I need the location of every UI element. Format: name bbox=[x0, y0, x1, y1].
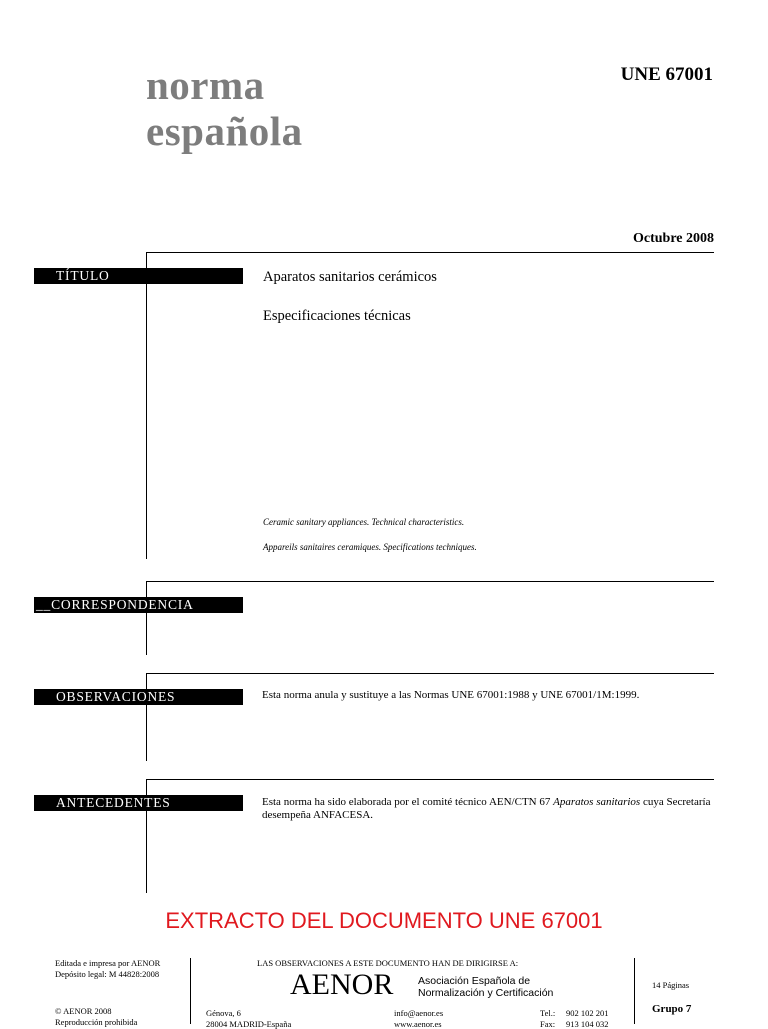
footer-edited-by: Editada e impresa por AENOR bbox=[55, 958, 161, 968]
footer-address-2: 28004 MADRID-España bbox=[206, 1019, 292, 1029]
titulo-rule bbox=[146, 252, 714, 253]
footer-reproduction: Reproducción prohibida bbox=[55, 1017, 138, 1027]
document-extract-watermark: EXTRACTO DEL DOCUMENTO UNE 67001 bbox=[165, 908, 603, 933]
norma-line-2: española bbox=[146, 108, 303, 154]
footer-legal-deposit: Depósito legal: M 44828:2008 bbox=[55, 969, 160, 979]
norma-espanola-title bbox=[146, 62, 303, 154]
subtitle-spanish: Especificaciones técnicas bbox=[263, 308, 411, 324]
titulo-label: TÍTULO bbox=[34, 268, 243, 284]
footer-email: info@aenor.es bbox=[394, 1008, 444, 1018]
correspondencia-vertical-rule bbox=[146, 581, 147, 655]
footer-web: www.aenor.es bbox=[394, 1019, 442, 1029]
aenor-organization bbox=[418, 975, 553, 999]
standard-code: UNE 67001 bbox=[620, 64, 713, 85]
antecedentes-label: ANTECEDENTES bbox=[34, 795, 243, 811]
antecedentes-text bbox=[262, 796, 717, 822]
correspondencia-rule bbox=[146, 581, 714, 582]
observaciones-rule bbox=[146, 673, 714, 674]
org-line-2: Normalización y Certificación bbox=[418, 987, 554, 999]
footer-copyright: © AENOR 2008 bbox=[55, 1006, 112, 1016]
title-french: Appareils sanitaires ceramiques. Specifications techniques. bbox=[263, 542, 477, 552]
publication-date: Octubre 2008 bbox=[632, 231, 714, 246]
observaciones-label: OBSERVACIONES bbox=[34, 689, 243, 705]
title-spanish: Aparatos sanitarios cerámicos bbox=[263, 269, 437, 285]
footer-divider-left bbox=[190, 958, 191, 1024]
aenor-logo: AENOR bbox=[290, 968, 394, 1001]
correspondencia-label: __CORRESPONDENCIA bbox=[34, 597, 243, 613]
footer-tel-label: Tel.: bbox=[540, 1008, 556, 1018]
titulo-vertical-rule bbox=[146, 252, 147, 559]
footer-fax-label: Fax: bbox=[540, 1019, 556, 1029]
page-count: 14 Páginas bbox=[652, 980, 690, 990]
observaciones-text: Esta norma anula y sustituye a las Normas UNE 67001:1988 y UNE 67001/1M:1999. bbox=[262, 689, 640, 701]
antecedentes-text-part1: Esta norma ha sido elaborada por el comité técnico AEN/CTN 67 bbox=[262, 796, 554, 808]
org-line-1: Asociación Española de bbox=[418, 975, 531, 987]
price-group: Grupo 7 bbox=[652, 1003, 692, 1015]
footer-divider-right bbox=[634, 958, 635, 1024]
antecedentes-rule bbox=[146, 779, 714, 780]
footer-fax: 913 104 032 bbox=[566, 1019, 609, 1029]
antecedentes-text-italic: Aparatos sanitarios bbox=[553, 796, 641, 808]
norma-line-1: norma bbox=[146, 62, 265, 108]
footer-notice: LAS OBSERVACIONES A ESTE DOCUMENTO HAN DE DIRIGIRSE A: bbox=[257, 958, 519, 968]
observaciones-vertical-rule bbox=[146, 673, 147, 761]
antecedentes-text-part2: cuya Secretaría desempeña ANFACESA. bbox=[262, 796, 711, 821]
footer-tel: 902 102 201 bbox=[566, 1008, 609, 1018]
footer-address-1: Génova, 6 bbox=[206, 1008, 241, 1018]
title-english: Ceramic sanitary appliances. Technical characteristics. bbox=[263, 517, 465, 527]
